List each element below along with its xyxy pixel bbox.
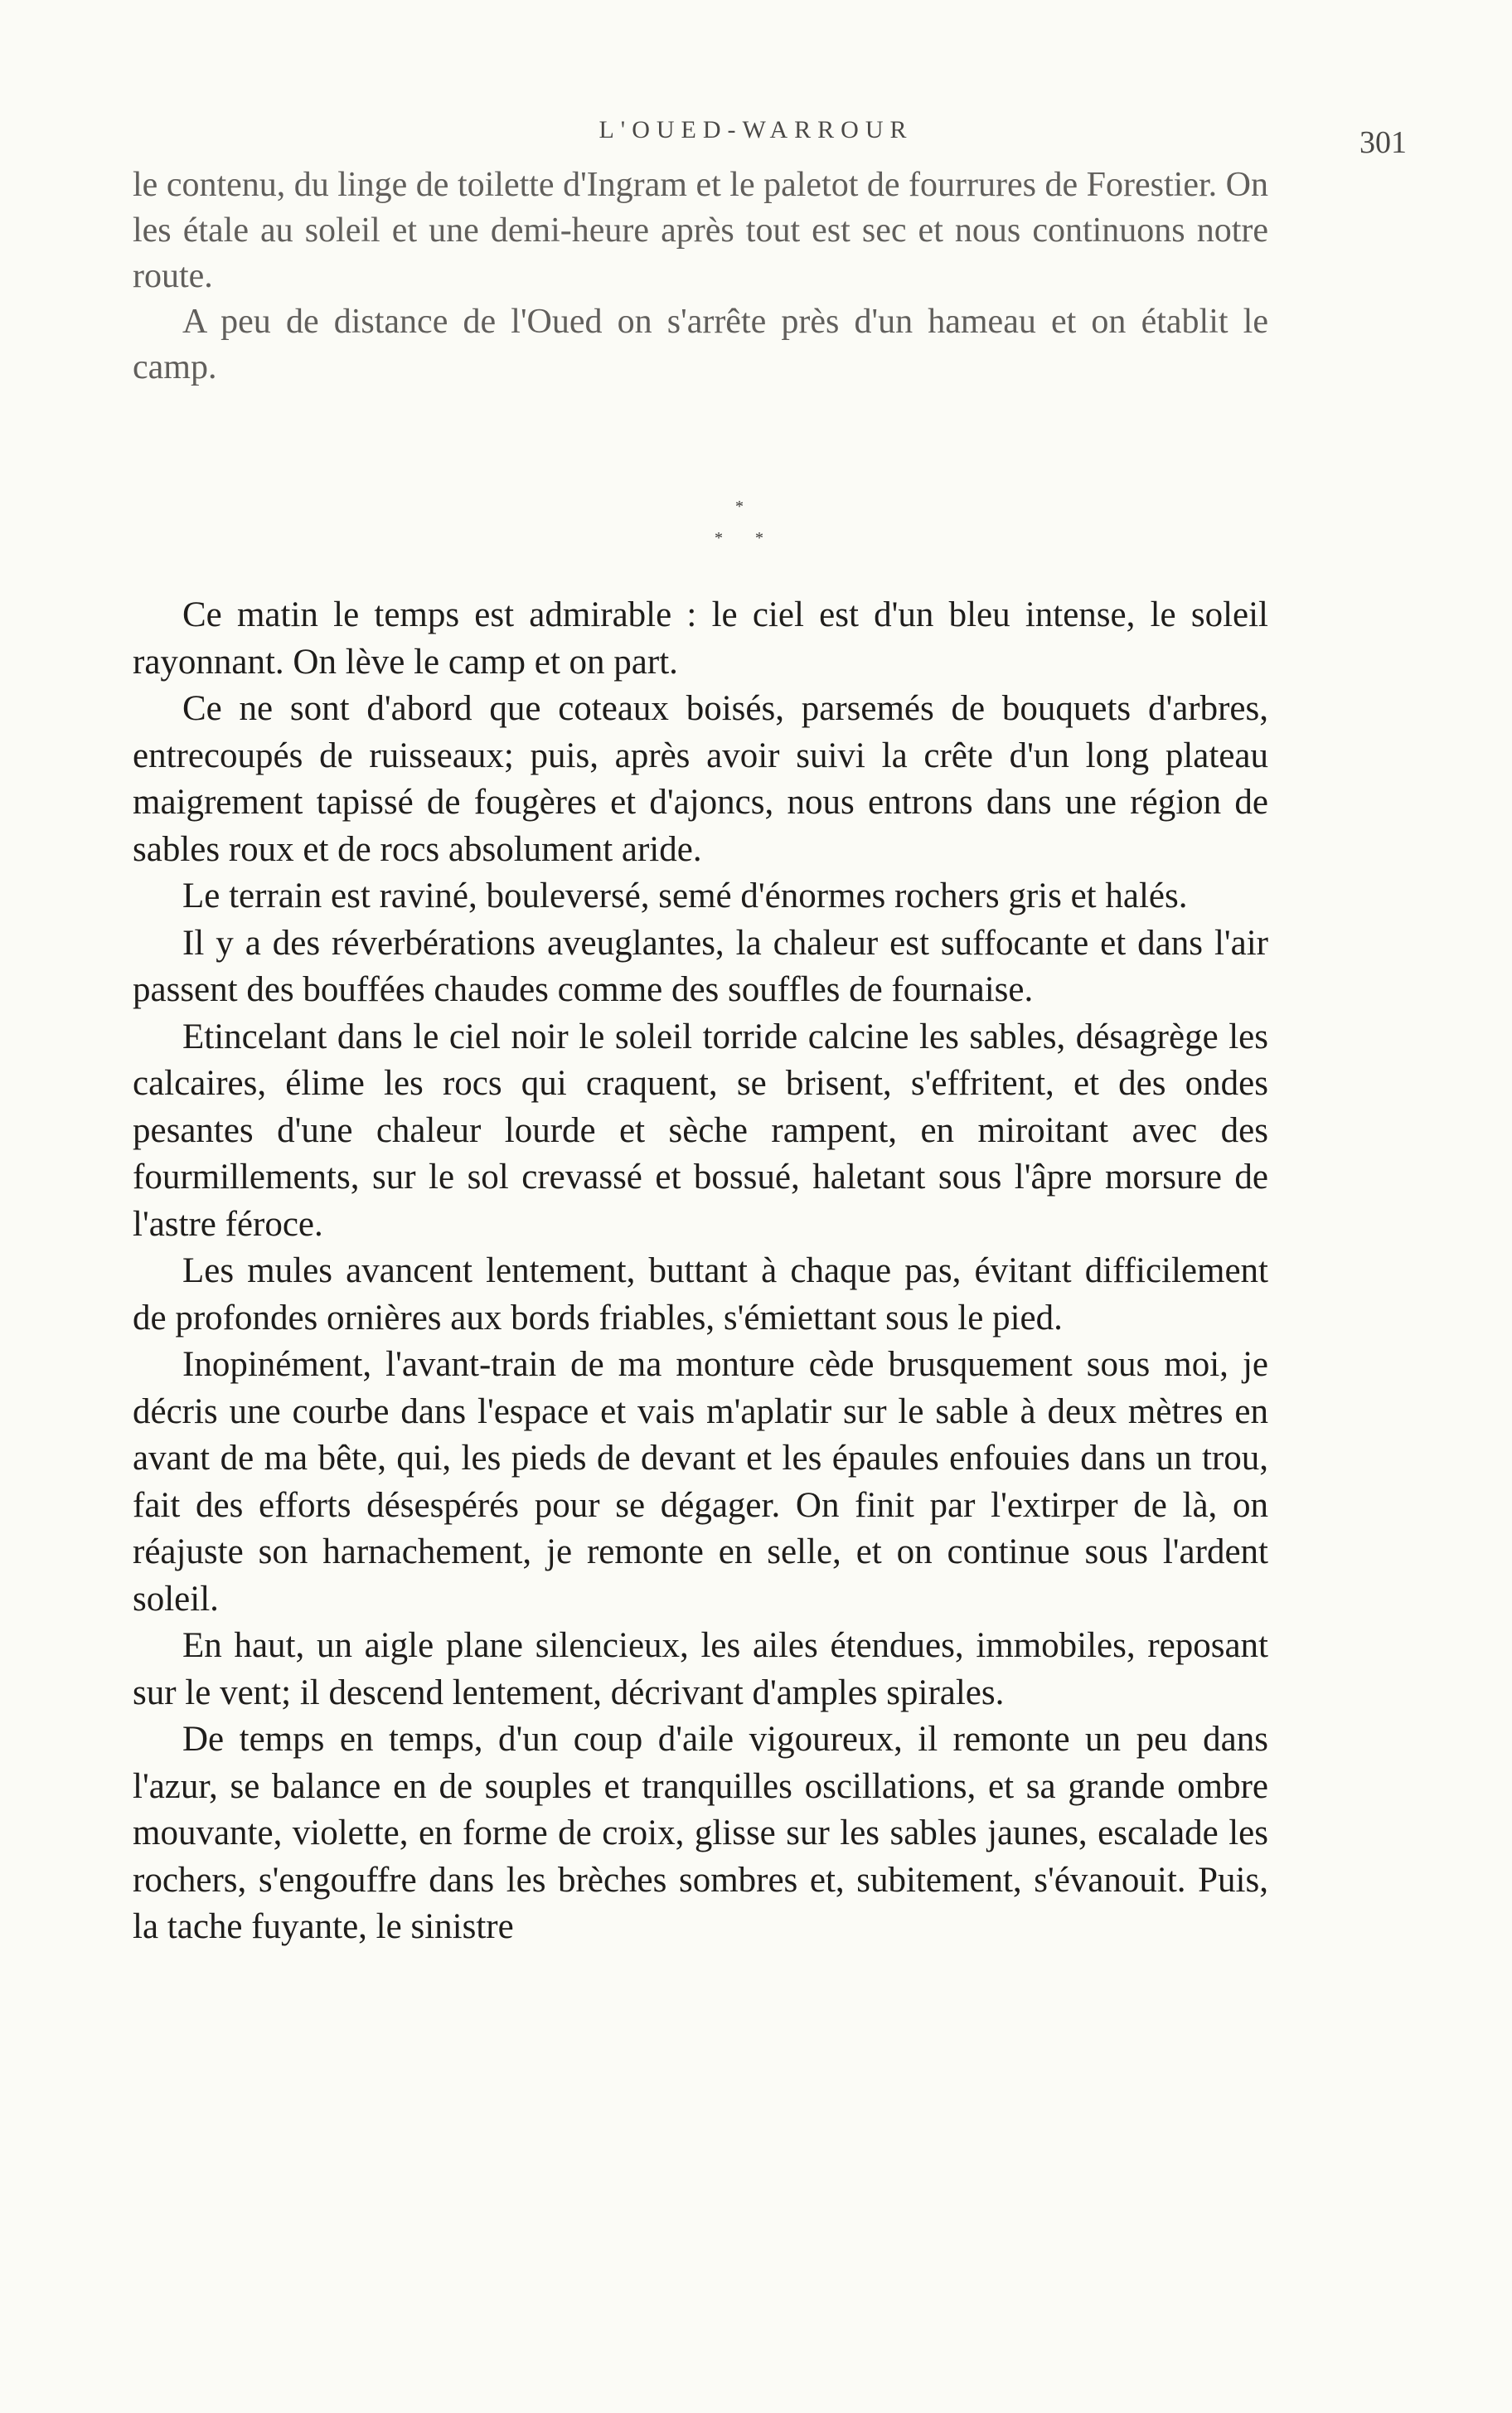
separator-star: *: [735, 498, 744, 516]
paragraph: Inopinément, l'avant-train de ma monture cède brusquement sous moi, je décris une courbe dans l'espace et vais m'aplatir sur le sable à deux mètres en avant de ma bête, qui, les pieds de devant et les épaules enfouies dans un trou, fait des efforts désespérés pour se dégager. On finit par l'extirper de là, on réajuste son harnachement, je remonte en selle, et on continue sous l'ardent soleil.: [133, 1345, 1268, 1619]
text-block-main: [133, 592, 1268, 1951]
running-title: L'OUED-WARROUR: [598, 116, 914, 143]
page-number: 301: [1359, 125, 1407, 160]
paragraph: A peu de distance de l'Oued on s'arrête près d'un hameau et on établit le camp.: [133, 303, 1268, 386]
separator-star: *: [755, 529, 763, 547]
paragraph: De temps en temps, d'un coup d'aile vigoureux, il remonte un peu dans l'azur, se balance en de souples et tranquilles oscillations, et sa grande ombre mouvante, violette, en forme de croix, glisse sur les sables jaunes, escalade les rochers, s'engouffre dans les brèches sombres et, subitement, s'évanouit. Puis, la tache fuyante, le sinistre: [133, 1720, 1268, 1946]
paragraph: Les mules avancent lentement, buttant à chaque pas, évitant difficilement de profondes ornières aux bords friables, s'émiettant sous le pied.: [133, 1251, 1268, 1338]
paragraph: En haut, un aigle plane silencieux, les ailes étendues, immobiles, reposant sur le vent; il descend lentement, décrivant d'amples spirales.: [133, 1626, 1268, 1712]
separator-star: *: [715, 529, 723, 547]
paragraph: Ce matin le temps est admirable : le ciel est d'un bleu intense, le soleil rayonnant. On lève le camp et on part.: [133, 595, 1268, 682]
section-separator: [0, 498, 1512, 564]
paragraph: Ce ne sont d'abord que coteaux boisés, parsemés de bouquets d'arbres, entrecoupés de ruisseaux; puis, après avoir suivi la crête d'un long plateau maigrement tapissé de fougères et d'ajoncs, nous entrons dans une région de sables roux et de rocs absolument aride.: [133, 689, 1268, 869]
paragraph: Le terrain est raviné, bouleversé, semé d'énormes rochers gris et halés.: [182, 876, 1188, 915]
paragraph: Il y a des réverbérations aveuglantes, la chaleur est suffocante et dans l'air passent des bouffées chaudes comme des souffles de fournaise.: [133, 923, 1268, 1009]
text-block-top: [133, 163, 1268, 391]
paragraph-continuation: le contenu, du linge de toilette d'Ingram et le paletot de fourrures de Forestier. On les étale au soleil et une demi-heure après tout est sec et nous continuons notre route.: [133, 166, 1268, 295]
paragraph: Etincelant dans le ciel noir le soleil torride calcine les sables, désagrège les calcaires, élime les rocs qui craquent, se brisent, s'effritent, et des ondes pesantes d'une chaleur lourde et sèche rampent, en miroitant avec des fourmillements, sur le sol crevassé et bossué, haletant sous l'âpre morsure de l'astre féroce.: [133, 1017, 1268, 1244]
